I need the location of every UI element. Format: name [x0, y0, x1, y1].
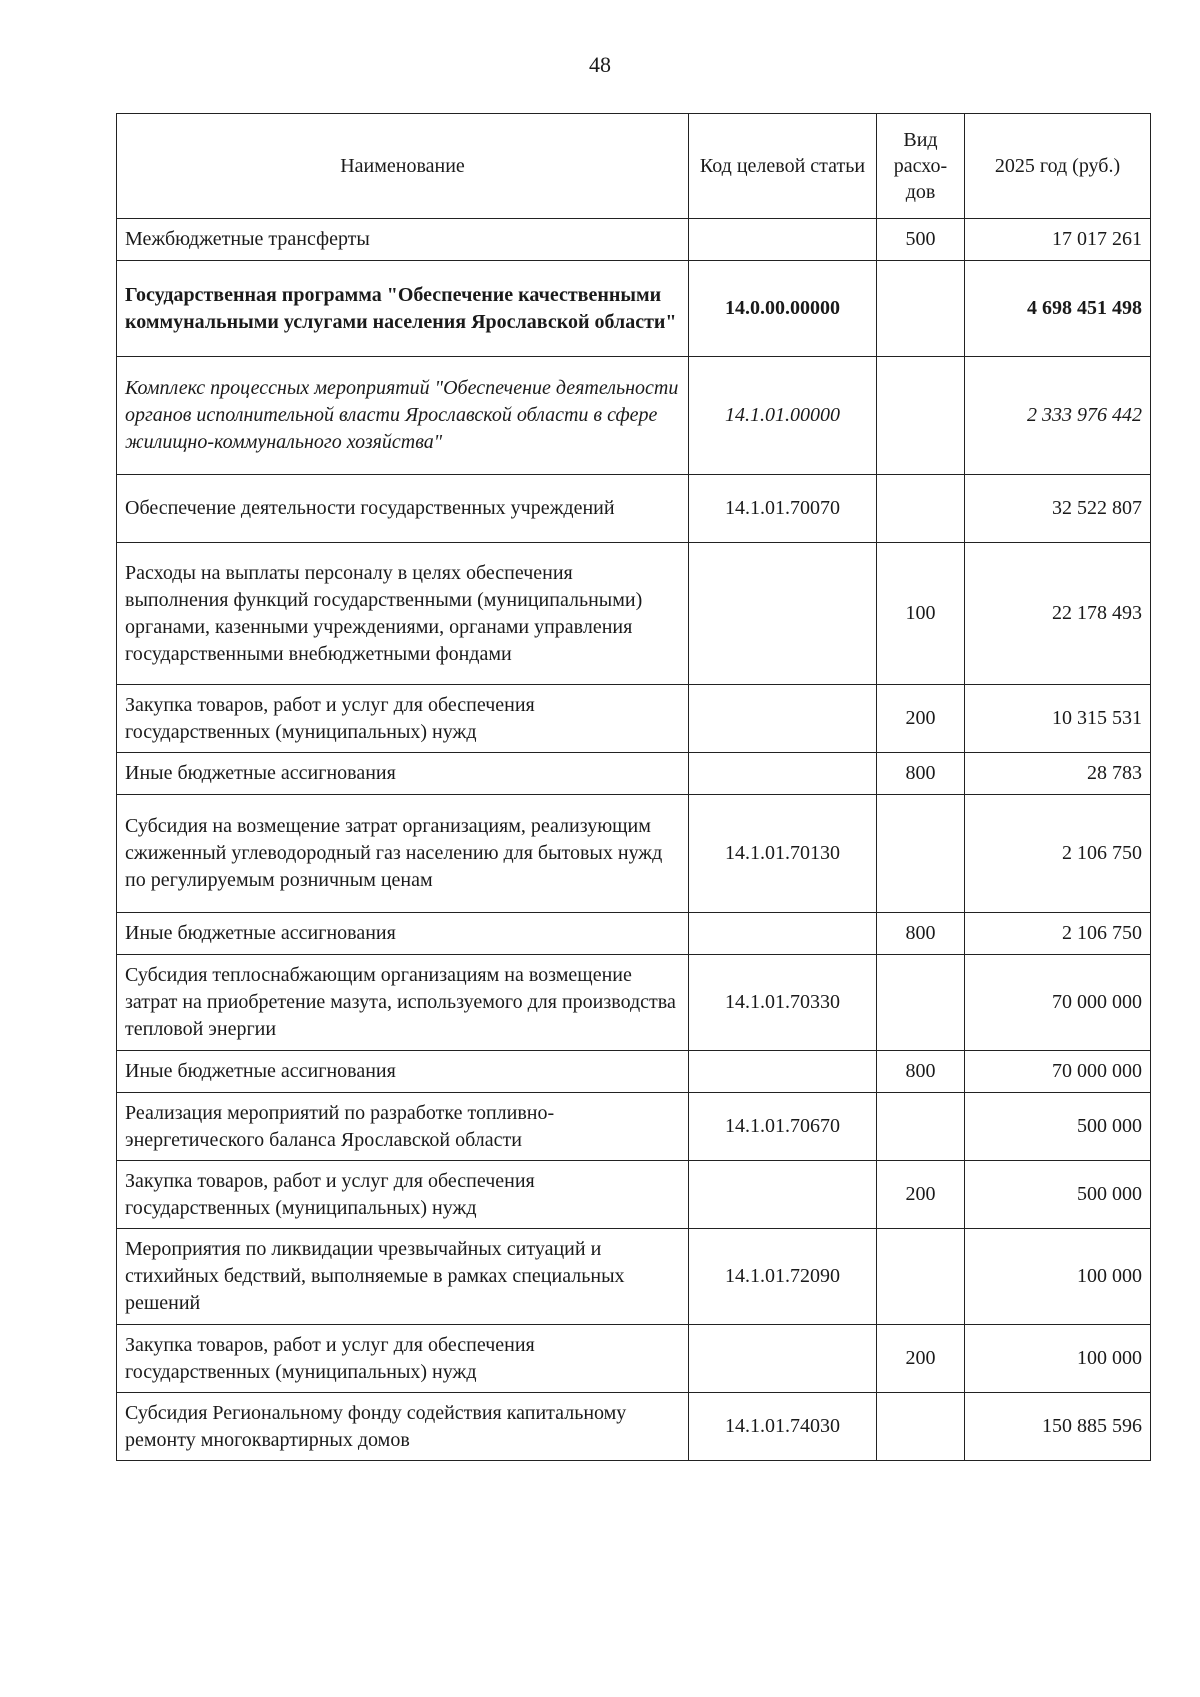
row-code-cell	[689, 685, 877, 753]
table-row	[117, 1229, 1151, 1325]
row-name-cell: Мероприятия по ликвидации чрезвычайных ситуаций и стихийных бедствий, выполняемые в рамках специальных решений	[117, 1229, 689, 1325]
header-name: Наименование	[117, 114, 689, 219]
row-code-cell	[689, 543, 877, 685]
row-amount-cell: 2 106 750	[965, 795, 1151, 913]
row-code-cell: 14.1.01.00000	[689, 357, 877, 475]
row-kind-cell: 800	[877, 753, 965, 795]
row-kind-cell	[877, 475, 965, 543]
row-kind-cell: 800	[877, 913, 965, 955]
row-amount-cell: 70 000 000	[965, 955, 1151, 1051]
row-kind-cell: 800	[877, 1051, 965, 1093]
row-amount-cell: 4 698 451 498	[965, 261, 1151, 357]
row-code-cell	[689, 1051, 877, 1093]
page-number: 48	[589, 52, 611, 77]
row-name-cell: Субсидия на возмещение затрат организациям, реализующим сжиженный углеводородный газ населению для бытовых нужд по регулируемым розничным ценам	[117, 795, 689, 913]
row-kind-cell	[877, 1393, 965, 1461]
table-row	[117, 1161, 1151, 1229]
row-amount-cell: 10 315 531	[965, 685, 1151, 753]
row-name-cell: Закупка товаров, работ и услуг для обеспечения государственных (муниципальных) нужд	[117, 1325, 689, 1393]
table-row	[117, 1093, 1151, 1161]
row-amount-cell: 32 522 807	[965, 475, 1151, 543]
row-name-cell: Закупка товаров, работ и услуг для обеспечения государственных (муниципальных) нужд	[117, 685, 689, 753]
table-row	[117, 913, 1151, 955]
table-header-row	[117, 114, 1151, 219]
table-row	[117, 955, 1151, 1051]
row-code-cell	[689, 913, 877, 955]
row-name-cell: Субсидия Региональному фонду содействия капитальному ремонту многоквартирных домов	[117, 1393, 689, 1461]
row-amount-cell: 150 885 596	[965, 1393, 1151, 1461]
table-row	[117, 753, 1151, 795]
table-row	[117, 357, 1151, 475]
row-kind-cell: 100	[877, 543, 965, 685]
row-amount-cell: 500 000	[965, 1093, 1151, 1161]
row-name-cell: Иные бюджетные ассигнования	[117, 753, 689, 795]
row-name-cell: Иные бюджетные ассигнования	[117, 913, 689, 955]
row-kind-cell	[877, 1229, 965, 1325]
header-code: Код целевой статьи	[689, 114, 877, 219]
row-amount-cell: 22 178 493	[965, 543, 1151, 685]
header-amount: 2025 год (руб.)	[965, 114, 1151, 219]
table-row	[117, 1051, 1151, 1093]
row-amount-cell: 100 000	[965, 1325, 1151, 1393]
row-amount-cell: 28 783	[965, 753, 1151, 795]
table-row	[117, 261, 1151, 357]
row-name-cell: Обеспечение деятельности государственных учреждений	[117, 475, 689, 543]
row-code-cell: 14.1.01.70130	[689, 795, 877, 913]
row-name-cell: Межбюджетные трансферты	[117, 219, 689, 261]
table-body	[117, 219, 1151, 1461]
table-row	[117, 543, 1151, 685]
row-amount-cell: 2 333 976 442	[965, 357, 1151, 475]
row-code-cell: 14.1.01.70670	[689, 1093, 877, 1161]
row-name-cell: Комплекс процессных мероприятий "Обеспечение деятельности органов исполнительной власти Ярославской области в сфере жилищно-коммунального хозяйства"	[117, 357, 689, 475]
row-amount-cell: 2 106 750	[965, 913, 1151, 955]
row-code-cell	[689, 1325, 877, 1393]
row-kind-cell: 500	[877, 219, 965, 261]
row-kind-cell: 200	[877, 685, 965, 753]
row-name-cell: Реализация мероприятий по разработке топливно-энергетического баланса Ярославской области	[117, 1093, 689, 1161]
row-name-cell: Иные бюджетные ассигнования	[117, 1051, 689, 1093]
header-kind: Вид расхо-дов	[877, 114, 965, 219]
row-code-cell: 14.1.01.74030	[689, 1393, 877, 1461]
table-row	[117, 219, 1151, 261]
table-row	[117, 1325, 1151, 1393]
row-code-cell: 14.0.00.00000	[689, 261, 877, 357]
row-code-cell: 14.1.01.70070	[689, 475, 877, 543]
row-code-cell	[689, 219, 877, 261]
row-name-cell: Государственная программа "Обеспечение качественными коммунальными услугами населения Ярославской области"	[117, 261, 689, 357]
row-name-cell: Расходы на выплаты персоналу в целях обеспечения выполнения функций государственными (муниципальными) органами, казенными учреждениями, органами управления государственными внебюджетными фондами	[117, 543, 689, 685]
table-row	[117, 1393, 1151, 1461]
row-kind-cell	[877, 1093, 965, 1161]
table-row	[117, 795, 1151, 913]
row-kind-cell: 200	[877, 1325, 965, 1393]
row-kind-cell	[877, 955, 965, 1051]
row-name-cell: Закупка товаров, работ и услуг для обеспечения государственных (муниципальных) нужд	[117, 1161, 689, 1229]
row-code-cell	[689, 1161, 877, 1229]
row-kind-cell	[877, 795, 965, 913]
table-row	[117, 685, 1151, 753]
row-name-cell: Субсидия теплоснабжающим организациям на возмещение затрат на приобретение мазута, используемого для производства тепловой энергии	[117, 955, 689, 1051]
row-amount-cell: 100 000	[965, 1229, 1151, 1325]
table-row	[117, 475, 1151, 543]
row-code-cell	[689, 753, 877, 795]
row-code-cell: 14.1.01.70330	[689, 955, 877, 1051]
row-amount-cell: 70 000 000	[965, 1051, 1151, 1093]
row-kind-cell	[877, 357, 965, 475]
row-code-cell: 14.1.01.72090	[689, 1229, 877, 1325]
row-kind-cell: 200	[877, 1161, 965, 1229]
row-amount-cell: 17 017 261	[965, 219, 1151, 261]
budget-table	[116, 113, 1151, 1461]
row-kind-cell	[877, 261, 965, 357]
row-amount-cell: 500 000	[965, 1161, 1151, 1229]
